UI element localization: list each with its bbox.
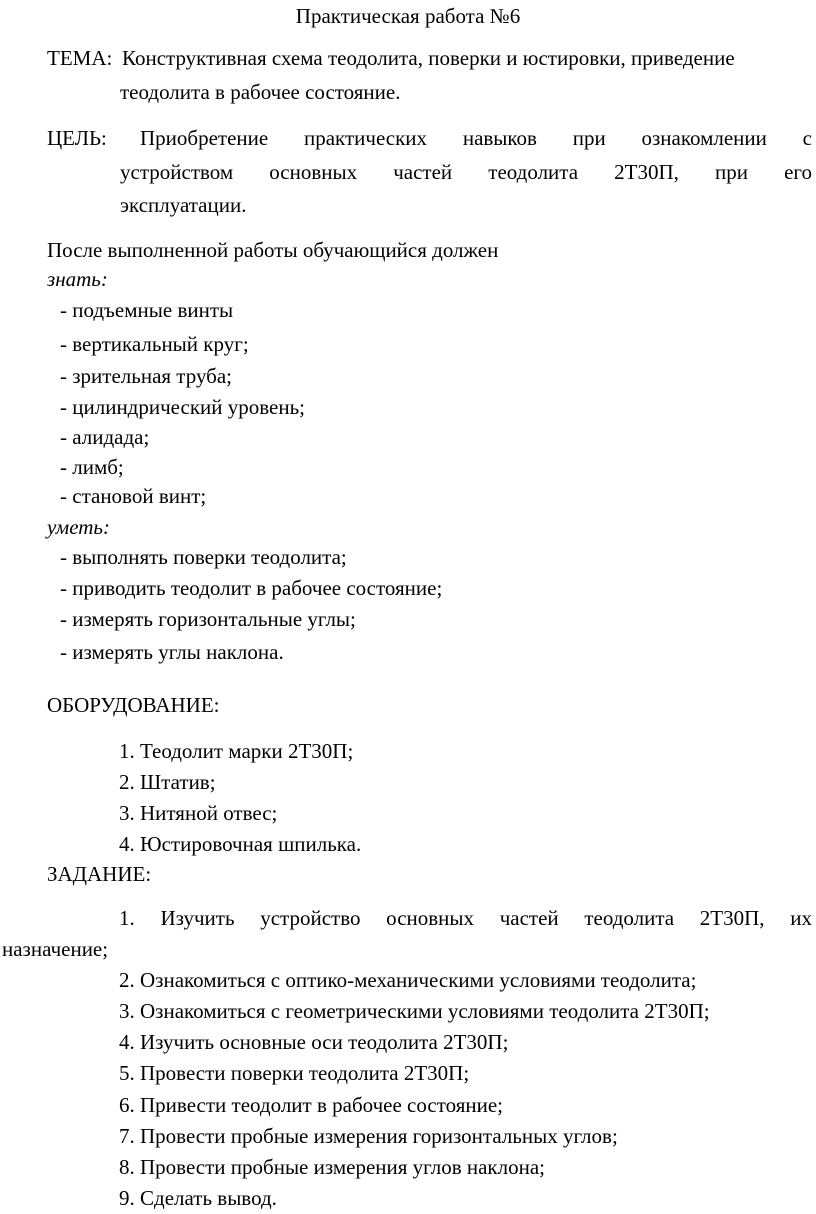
tema-label: ТЕМА: bbox=[47, 46, 113, 70]
page-title: Практическая работа №6 bbox=[295, 4, 521, 28]
equipment-item: 2. Штатив; bbox=[119, 770, 216, 794]
tema-line-1: Конструктивная схема теодолита, поверки и юстировки, приведение bbox=[122, 46, 735, 70]
goal-line-2: устройством основных частей теодолита 2Т30П, при его bbox=[120, 160, 812, 184]
task-item: 6. Привести теодолит в рабочее состояние; bbox=[119, 1093, 504, 1117]
can-item: - приводить теодолит в рабочее состояние; bbox=[60, 576, 443, 600]
task-item: 2. Ознакомиться с оптико-механическими условиями теодолита; bbox=[119, 968, 697, 992]
goal-label: ЦЕЛЬ: bbox=[47, 126, 107, 150]
task-item: 5. Провести поверки теодолита 2Т30П; bbox=[119, 1061, 470, 1085]
know-item: - вертикальный круг; bbox=[60, 332, 249, 356]
can-item: - выполнять поверки теодолита; bbox=[60, 545, 347, 569]
can-heading: уметь: bbox=[47, 515, 110, 539]
goal-line-1: Приобретение практических навыков при ознакомлении с bbox=[140, 126, 812, 150]
task-item: 9. Сделать вывод. bbox=[119, 1186, 277, 1210]
know-heading: знать: bbox=[47, 267, 108, 291]
know-item: - лимб; bbox=[60, 455, 124, 479]
can-item: - измерять горизонтальные углы; bbox=[60, 607, 356, 631]
tema-line-2: теодолита в рабочее состояние. bbox=[120, 80, 401, 104]
know-item: - становой винт; bbox=[60, 484, 207, 508]
task-item-1-line-2: назначение; bbox=[2, 937, 109, 961]
task-item: 8. Провести пробные измерения углов наклона; bbox=[119, 1155, 546, 1179]
know-item: - зрительная труба; bbox=[60, 364, 233, 388]
intro-text: После выполненной работы обучающийся должен bbox=[47, 238, 499, 262]
equipment-item: 3. Нитяной отвес; bbox=[119, 801, 278, 825]
equipment-item: 4. Юстировочная шпилька. bbox=[119, 832, 362, 856]
task-heading: ЗАДАНИЕ: bbox=[47, 862, 152, 886]
know-item: - подъемные винты bbox=[60, 298, 234, 322]
know-item: - алидада; bbox=[60, 425, 150, 449]
task-item: 7. Провести пробные измерения горизонтальных углов; bbox=[119, 1124, 618, 1148]
task-item: 4. Изучить основные оси теодолита 2Т30П; bbox=[119, 1030, 509, 1054]
can-item: - измерять углы наклона. bbox=[60, 640, 284, 664]
equipment-heading: ОБОРУДОВАНИЕ: bbox=[47, 693, 220, 717]
know-item: - цилиндрический уровень; bbox=[60, 395, 306, 419]
task-item: 3. Ознакомиться с геометрическими условиями теодолита 2Т30П; bbox=[119, 999, 710, 1023]
task-item-1-line-1: 1. Изучить устройство основных частей теодолита 2Т30П, их bbox=[119, 906, 812, 930]
equipment-item: 1. Теодолит марки 2Т30П; bbox=[119, 739, 354, 763]
goal-line-3: эксплуатации. bbox=[120, 193, 247, 217]
